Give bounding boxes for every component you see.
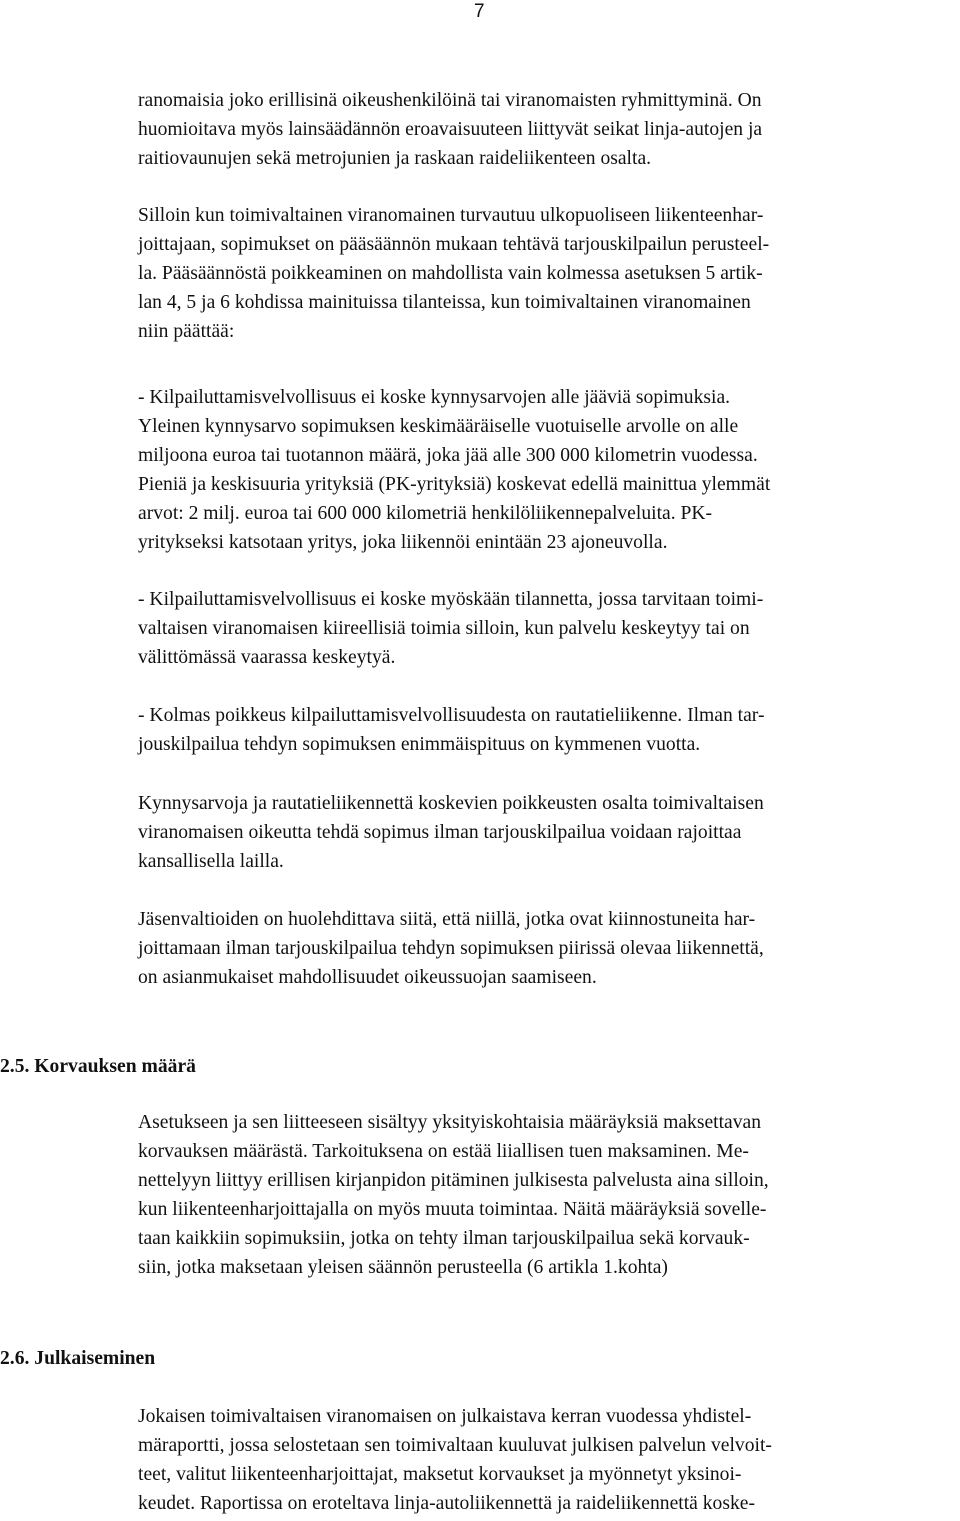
text-line: siin, jotka maksetaan yleisen säännön perusteella (6 artikla 1.kohta) [138, 1257, 668, 1278]
paragraph-tendering-rule [138, 201, 951, 346]
text-line: märaportti, jossa selostetaan sen toimivaltaan kuuluvat julkisen palvelun velvoit- [138, 1435, 772, 1456]
text-line: lan 4, 5 ja 6 kohdissa mainituissa tilanteissa, kun toimivaltainen viranomainen [138, 292, 751, 313]
text-line: Jokaisen toimivaltaisen viranomaisen on julkaistava kerran vuodessa yhdistel- [138, 1406, 752, 1427]
text-line: miljoona euroa tai tuotannon määrä, joka jää alle 300 000 kilometrin vuodessa. [138, 445, 758, 466]
text-line: niin päättää: [138, 321, 235, 342]
text-line: Pieniä ja keskisuuria yrityksiä (PK-yrityksiä) koskevat edellä mainittua ylemmät [138, 474, 771, 495]
text-line: Jäsenvaltioiden on huolehdittava siitä, että niillä, jotka ovat kiinnostuneita har- [138, 909, 756, 930]
text-line: on asianmukaiset mahdollisuudet oikeussuojan saamiseen. [138, 967, 597, 988]
paragraph-threshold-exception [138, 383, 951, 557]
text-line: valtaisen viranomaisen kiireellisiä toimia silloin, kun palvelu keskeytyy tai on [138, 618, 750, 639]
text-line: jouskilpailua tehdyn sopimuksen enimmäispituus on kymmenen vuotta. [138, 734, 701, 755]
text-line: Asetukseen ja sen liitteeseen sisältyy yksityiskohtaisia määräyksiä maksettavan [138, 1112, 762, 1133]
paragraph-intro [138, 86, 951, 173]
section-body-2-6 [138, 1402, 951, 1518]
text-line: kun liikenteenharjoittajalla on myös muuta toimintaa. Näitä määräyksiä sovelle- [138, 1199, 767, 1220]
text-line: viranomaisen oikeutta tehdä sopimus ilman tarjouskilpailua voidaan rajoittaa [138, 822, 742, 843]
text-line: - Kolmas poikkeus kilpailuttamisvelvollisuudesta on rautatieliikenne. Ilman tar- [138, 705, 765, 726]
section-heading-2-5: 2.5. Korvauksen määrä [0, 1056, 196, 1077]
text-line: yritykseksi katsotaan yritys, joka liikennöi enintään 23 ajoneuvolla. [138, 532, 668, 553]
text-line: kansallisella lailla. [138, 851, 284, 872]
section-body-2-5 [138, 1108, 951, 1282]
text-line: joittamaan ilman tarjouskilpailua tehdyn sopimuksen piirissä olevaa liikennettä, [138, 938, 764, 959]
text-line: korvauksen määrästä. Tarkoituksena on estää liiallisen tuen maksaminen. Me- [138, 1141, 749, 1162]
text-line: raitiovaunujen sekä metrojunien ja raskaan raideliikenteen osalta. [138, 148, 652, 169]
text-line: teet, valitut liikenteenharjoittajat, maksetut korvaukset ja myönnetyt yksinoi- [138, 1464, 742, 1485]
text-line: Yleinen kynnysarvo sopimuksen keskimääräiselle vuotuiselle arvolle on alle [138, 416, 739, 437]
text-line: ranomaisia joko erillisinä oikeushenkilöinä tai viranomaisten ryhmittyminä. On [138, 90, 762, 111]
section-heading-2-6: 2.6. Julkaiseminen [0, 1348, 156, 1369]
text-line: välittömässä vaarassa keskeytyä. [138, 647, 396, 668]
paragraph-rail-exception [138, 701, 951, 759]
text-line: keudet. Raportissa on eroteltava linja-autoliikennettä ja raideliikennettä koske- [138, 1493, 755, 1514]
text-line: la. Pääsäännöstä poikkeaminen on mahdollista vain kolmessa asetuksen 5 artik- [138, 263, 763, 284]
text-line: Silloin kun toimivaltainen viranomainen turvautuu ulkopuoliseen liikenteenhar- [138, 205, 764, 226]
text-line: - Kilpailuttamisvelvollisuus ei koske kynnysarvojen alle jääviä sopimuksia. [138, 387, 731, 408]
paragraph-legal-remedy [138, 905, 951, 992]
paragraph-national-restriction [138, 789, 951, 876]
text-line: taan kaikkiin sopimuksiin, jotka on tehty ilman tarjouskilpailua sekä korvauk- [138, 1228, 750, 1249]
text-line: joittajaan, sopimukset on pääsäännön mukaan tehtävä tarjouskilpailun perusteel- [138, 234, 770, 255]
text-line: arvot: 2 milj. euroa tai 600 000 kilometriä henkilöliikennepalveluita. PK- [138, 503, 713, 524]
page-number: 7 [474, 1, 485, 22]
paragraph-urgency-exception [138, 585, 951, 672]
text-line: huomioitava myös lainsäädännön eroavaisuuteen liittyvät seikat linja-autojen ja [138, 119, 763, 140]
text-line: nettelyyn liittyy erillisen kirjanpidon pitäminen julkisesta palvelusta aina silloin, [138, 1170, 769, 1191]
text-line: - Kilpailuttamisvelvollisuus ei koske myöskään tilannetta, jossa tarvitaan toimi- [138, 589, 764, 610]
text-line: Kynnysarvoja ja rautatieliikennettä koskevien poikkeusten osalta toimivaltaisen [138, 793, 764, 814]
